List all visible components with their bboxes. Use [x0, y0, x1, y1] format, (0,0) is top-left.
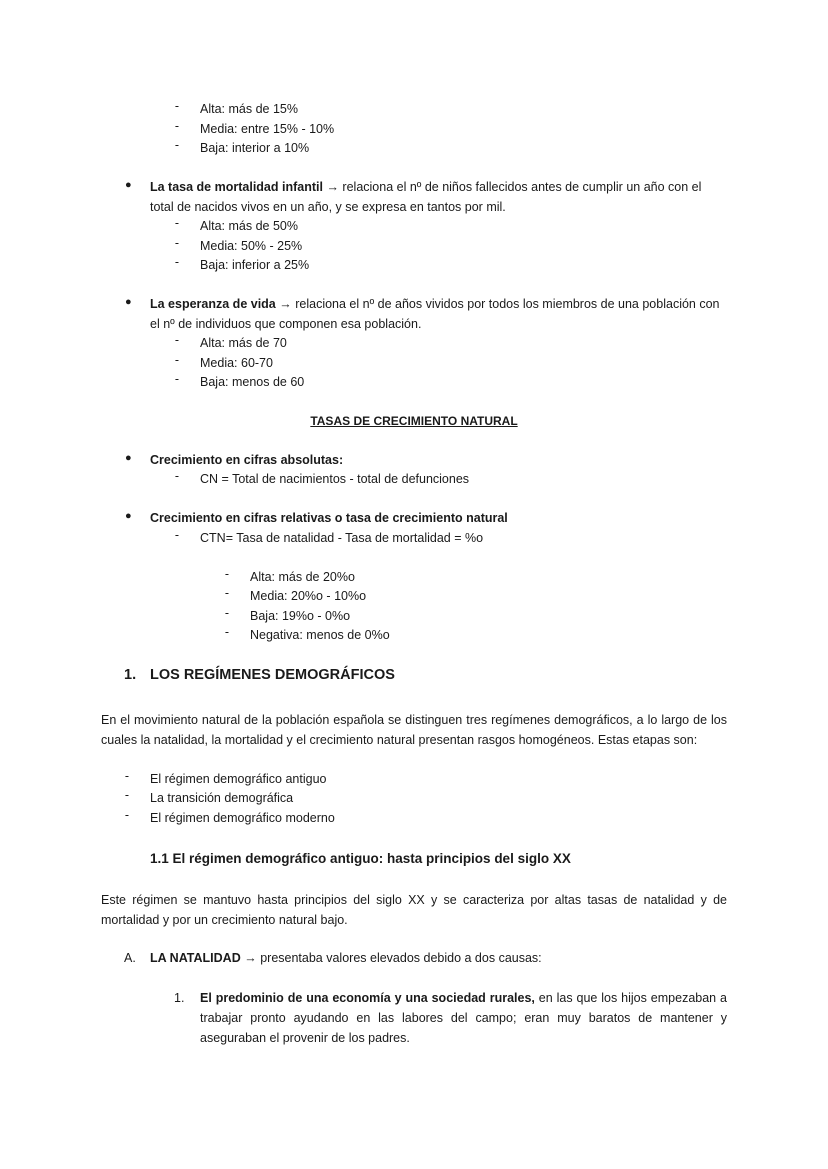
list-item: Media: 60-70 [200, 356, 273, 370]
paragraph-line: cuales la natalidad, la mortalidad y el crecimiento natural presentan rasgos homogéneos. Estas etapas son: [101, 733, 698, 747]
mortalidad-infantil-line1 [150, 177, 701, 197]
list-item: CN = Total de nacimientos - total de defunciones [200, 472, 470, 486]
paragraph-line: En el movimiento natural de la población española se distinguen tres regímenes demográficos, a lo largo de los [101, 713, 727, 727]
esperanza-vida-line2: el nº de individuos que componen esa población. [150, 317, 422, 331]
term-bold: El predominio de una economía y una sociedad rurales, [200, 991, 535, 1005]
dash-marker: - [174, 333, 180, 347]
list-item: Baja: menos de 60 [200, 375, 305, 389]
item-number: 1. [174, 991, 185, 1005]
list-item: Media: entre 15% - 10% [200, 122, 335, 136]
section11-paragraph [101, 890, 727, 930]
dash-marker: - [124, 808, 130, 822]
bullet-icon: ● [125, 452, 132, 464]
paragraph-line: Este régimen se mantuvo hasta principios del siglo XX y se caracteriza por altas tasas de natalidad y de [101, 893, 727, 907]
tasas-crecimiento-title: TASAS DE CRECIMIENTO NATURAL [310, 414, 518, 428]
mortalidad-infantil-line2: total de nacidos vivos en un año, y se expresa en tantos por mil. [150, 200, 506, 214]
dash-marker: - [124, 769, 130, 783]
level-item: Baja: 19%o - 0%o [250, 609, 351, 623]
dash-marker: - [124, 788, 130, 802]
list-item: Baja: inferior a 25% [200, 258, 310, 272]
bullet-icon: ● [125, 296, 132, 308]
dash-marker: - [174, 528, 180, 542]
arrow-icon: → [244, 951, 257, 965]
list-item: El régimen demográfico moderno [150, 811, 335, 825]
dash-marker: - [224, 606, 230, 620]
causa1-paragraph [200, 988, 727, 1048]
dash-marker: - [174, 353, 180, 367]
dash-marker: - [224, 567, 230, 581]
crec-absolutas-title: Crecimiento en cifras absolutas: [150, 453, 344, 467]
list-item: Alta: más de 15% [200, 102, 298, 116]
esperanza-vida-line1 [150, 294, 720, 314]
dash-marker: - [224, 586, 230, 600]
level-item: Media: 20%o - 10%o [250, 589, 367, 603]
natalidad-line [150, 948, 542, 968]
list-item: El régimen demográfico antiguo [150, 772, 327, 786]
section-number: 1. [124, 667, 137, 683]
crec-relativas-title: Crecimiento en cifras relativas o tasa de crecimiento natural [150, 511, 508, 525]
term-bold: La tasa de mortalidad infantil [150, 180, 323, 194]
dash-marker: - [174, 119, 180, 133]
list-item: La transición demográfica [150, 791, 294, 805]
paragraph-line: mortalidad y por un crecimiento natural bajo. [101, 913, 348, 927]
bullet-icon: ● [125, 510, 132, 522]
section-title: LOS REGÍMENES DEMOGRÁFICOS [150, 667, 395, 683]
level-item: Negativa: menos de 0%o [250, 628, 390, 642]
subsection-title: 1.1 El régimen demográfico antiguo: hasta principios del siglo XX [150, 851, 571, 866]
list-item: Alta: más de 50% [200, 219, 298, 233]
definition-text: presentaba valores elevados debido a dos causas: [260, 951, 542, 965]
level-item: Alta: más de 20%o [250, 570, 355, 584]
arrow-icon: → [326, 180, 339, 194]
term-bold: LA NATALIDAD [150, 951, 241, 965]
section1-paragraph [101, 710, 727, 750]
dash-marker: - [174, 469, 180, 483]
arrow-icon: → [279, 297, 292, 311]
paragraph-line [200, 988, 727, 1008]
dash-marker: - [174, 372, 180, 386]
paragraph-line: trabajar pronto ayudando en las labores del campo; eran muy baratos de mantener y [200, 1011, 727, 1025]
definition-text: relaciona el nº de niños fallecidos antes de cumplir un año con el [342, 180, 702, 194]
dash-marker: - [174, 99, 180, 113]
list-item: Media: 50% - 25% [200, 239, 303, 253]
bullet-icon: ● [125, 179, 132, 191]
definition-text: en las que los hijos empezaban a [538, 991, 727, 1005]
dash-marker: - [224, 625, 230, 639]
paragraph-line: aseguraban el provenir de los padres. [200, 1031, 410, 1045]
item-letter: A. [124, 951, 136, 965]
dash-marker: - [174, 236, 180, 250]
term-bold: La esperanza de vida [150, 297, 276, 311]
dash-marker: - [174, 216, 180, 230]
definition-text: relaciona el nº de años vividos por todos los miembros de una población con [295, 297, 720, 311]
list-item: Alta: más de 70 [200, 336, 287, 350]
list-item: CTN= Tasa de natalidad - Tasa de mortalidad = %o [200, 531, 484, 545]
dash-marker: - [174, 138, 180, 152]
dash-marker: - [174, 255, 180, 269]
list-item: Baja: interior a 10% [200, 141, 310, 155]
